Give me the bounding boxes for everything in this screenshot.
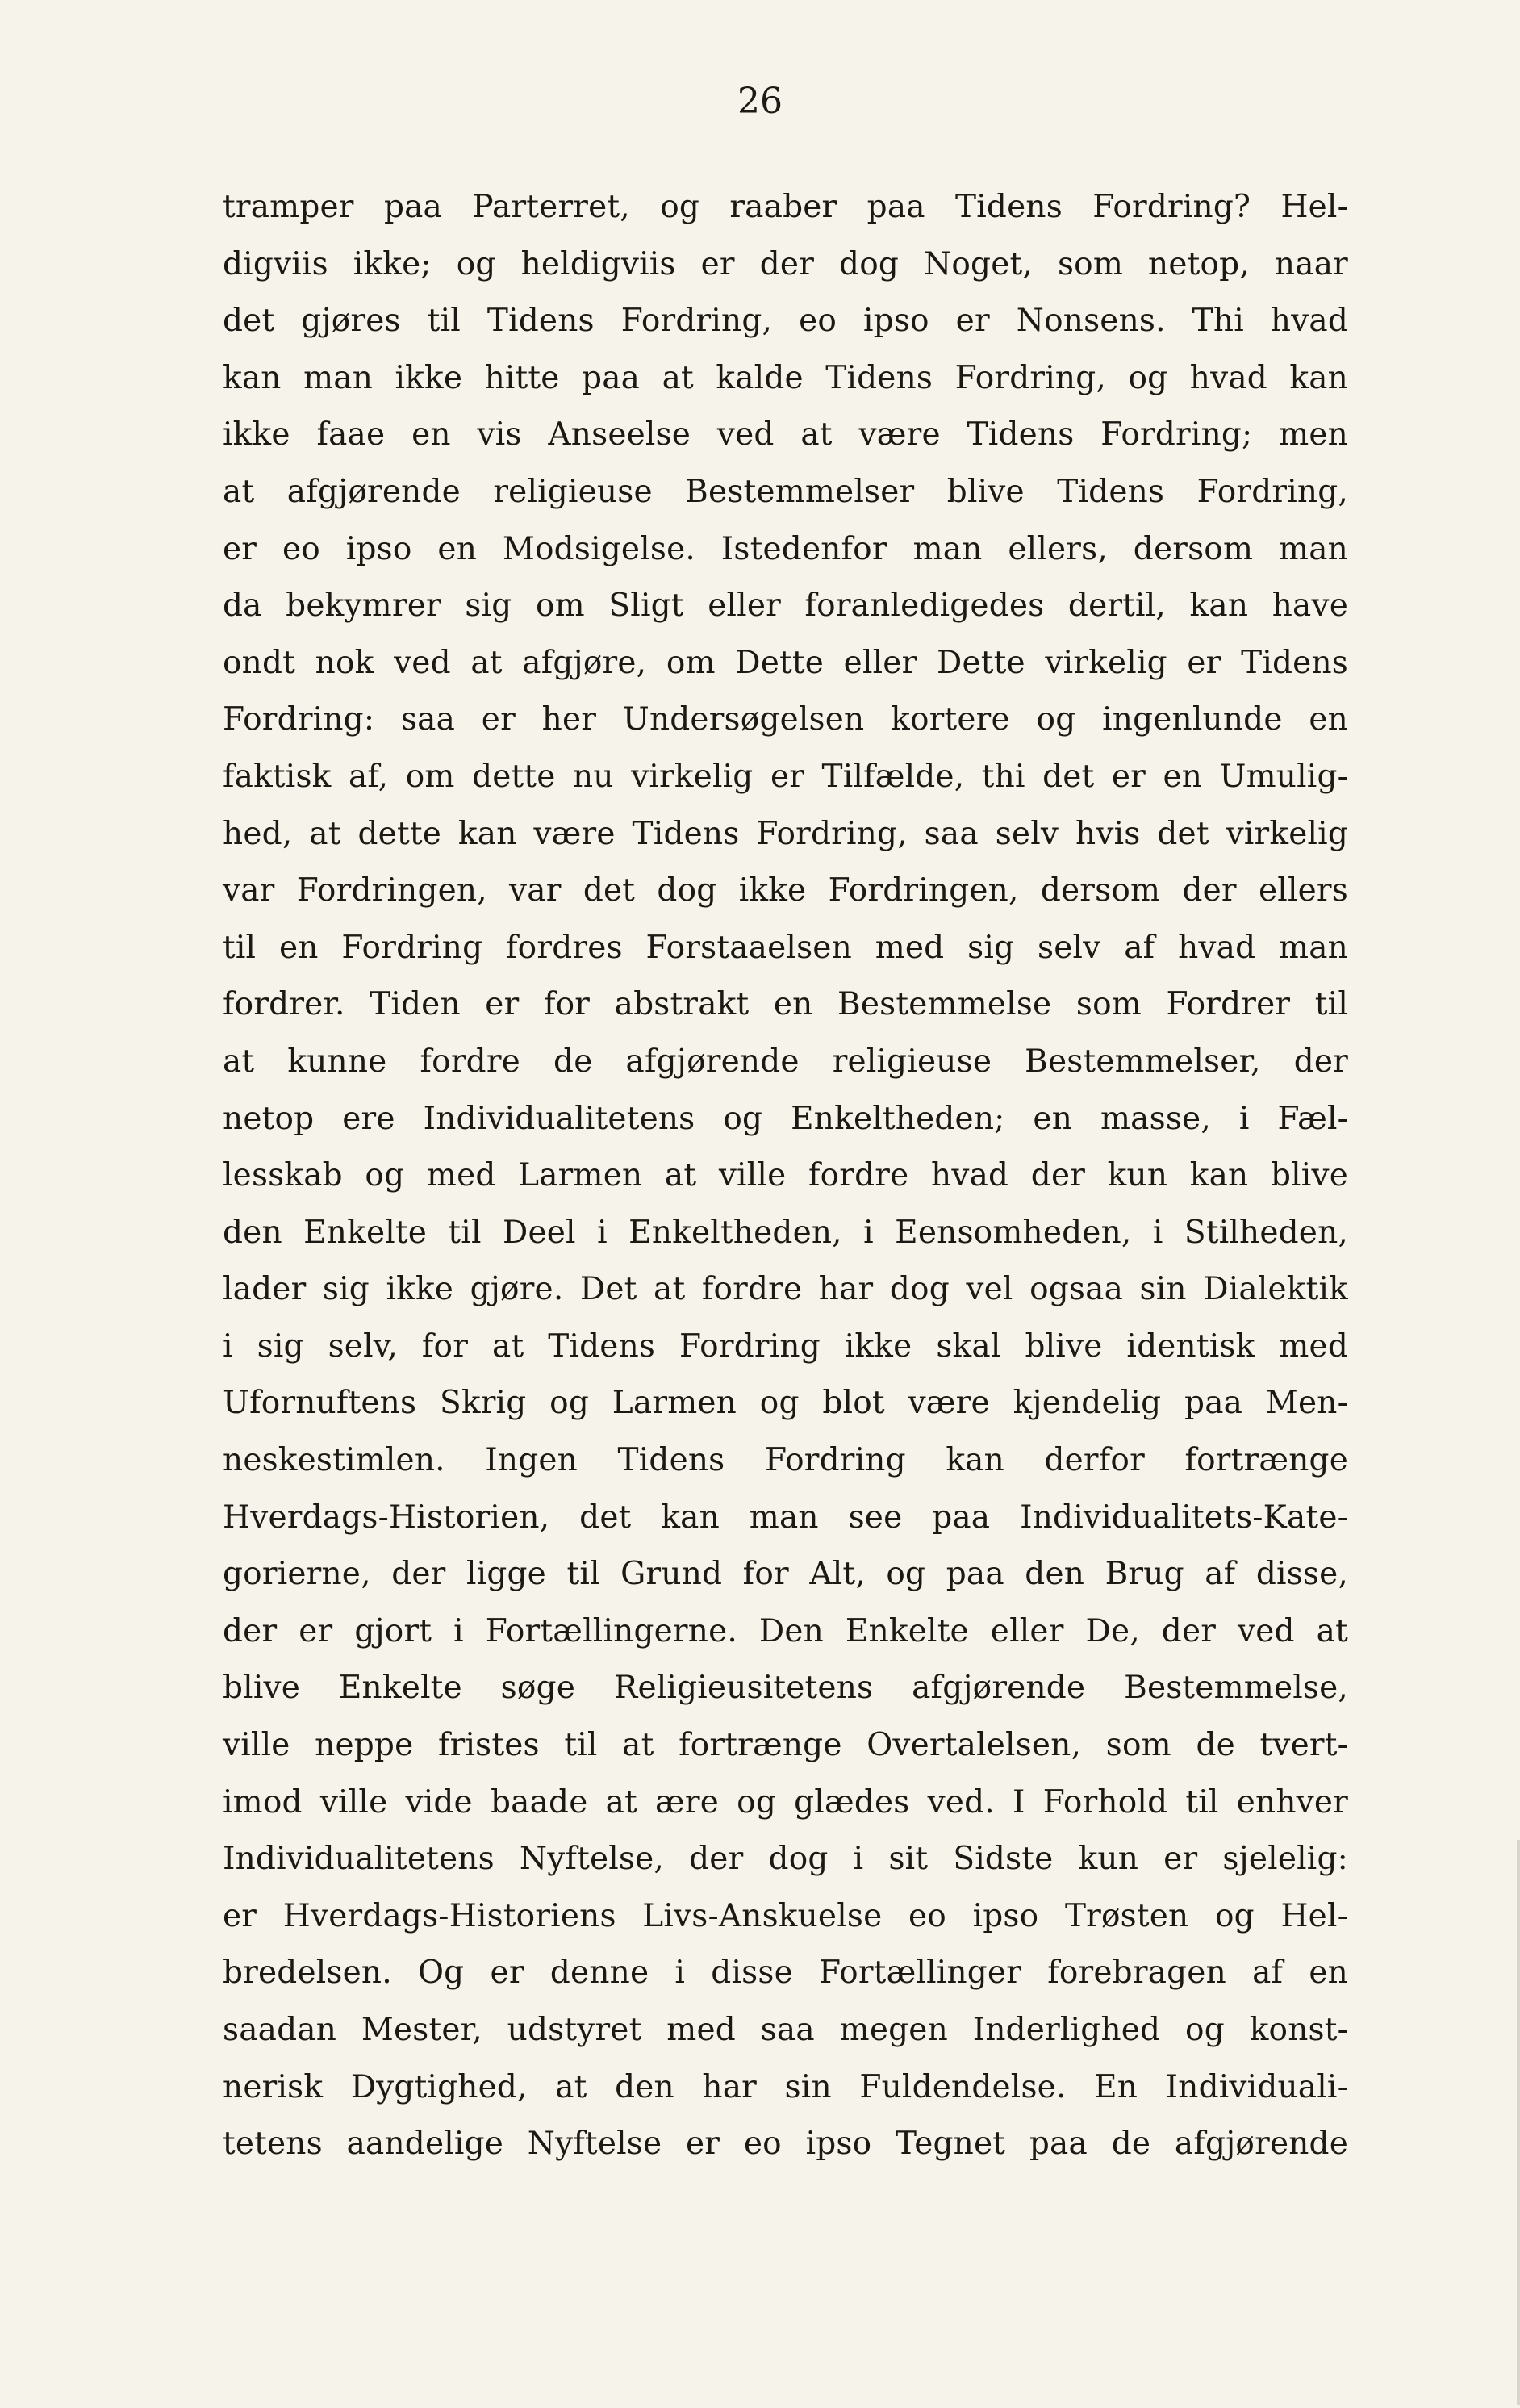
text-line: i sig selv, for at Tidens Fordring ikke skal blive identisk med <box>223 1327 1348 1365</box>
text-line: tetens aandelige Nyftelse er eo ipso Tegnet paa de afgjørende <box>223 2126 1348 2163</box>
text-line: lader sig ikke gjøre. Det at fordre har dog vel ogsaa sin Dialektik <box>223 1271 1348 1308</box>
body-text <box>223 179 1348 2173</box>
text-line: Ufornuftens Skrig og Larmen og blot være kjendelig paa Men- <box>223 1385 1348 1422</box>
text-line: det gjøres til Tidens Fordring, eo ipso er Nonsens. Thi hvad <box>223 303 1348 340</box>
text-line: kan man ikke hitte paa at kalde Tidens Fordring, og hvad kan <box>223 359 1348 396</box>
text-line: at kunne fordre de afgjørende religieuse Bestemmelser, der <box>223 1043 1348 1080</box>
text-line: neskestimlen. Ingen Tidens Fordring kan derfor fortrænge <box>223 1442 1348 1479</box>
text-line: ville neppe fristes til at fortrænge Overtalelsen, som de tvert- <box>223 1727 1348 1764</box>
text-line: blive Enkelte søge Religieusitetens afgjørende Bestemmelse, <box>223 1670 1348 1707</box>
text-line: at afgjørende religieuse Bestemmelser blive Tidens Fordring, <box>223 473 1348 510</box>
text-line: da bekymrer sig om Sligt eller foranledigedes dertil, kan have <box>223 587 1348 625</box>
text-line: Hverdags-Historien, det kan man see paa Individualitets-Kate- <box>223 1499 1348 1536</box>
text-line: faktisk af, om dette nu virkelig er Tilfælde, thi det er en Umulig- <box>223 758 1348 795</box>
page-edge-shadow <box>1517 1840 1520 2405</box>
text-line: ondt nok ved at afgjøre, om Dette eller Dette virkelig er Tidens <box>223 644 1348 681</box>
text-line: saadan Mester, udstyret med saa megen Inderlighed og konst- <box>223 2012 1348 2048</box>
text-line: digviis ikke; og heldigviis er der dog Noget, som netop, naar <box>223 245 1348 282</box>
text-line: netop ere Individualitetens og Enkeltheden; en masse, i Fæl- <box>223 1100 1348 1137</box>
text-line: tramper paa Parterret, og raaber paa Tidens Fordring? Hel- <box>223 189 1348 225</box>
text-line: der er gjort i Fortællingerne. Den Enkelte eller De, der ved at <box>223 1612 1348 1649</box>
text-line: imod ville vide baade at ære og glædes ved. I Forhold til enhver <box>223 1783 1348 1821</box>
text-line: den Enkelte til Deel i Enkeltheden, i Eensomheden, i Stilheden, <box>223 1214 1348 1251</box>
text-line: er eo ipso en Modsigelse. Istedenfor man ellers, dersom man <box>223 530 1348 567</box>
page-number: 26 <box>737 81 783 122</box>
text-line: fordrer. Tiden er for abstrakt en Bestemmelse som Fordrer til <box>223 986 1348 1023</box>
text-line: Fordring: saa er her Undersøgelsen kortere og ingenlunde en <box>223 701 1348 738</box>
text-line: ikke faae en vis Anseelse ved at være Tidens Fordring; men <box>223 416 1348 454</box>
text-line: lesskab og med Larmen at ville fordre hvad der kun kan blive <box>223 1157 1348 1194</box>
text-line: nerisk Dygtighed, at den har sin Fuldendelse. En Individuali- <box>223 2068 1348 2105</box>
text-line: Individualitetens Nyftelse, der dog i sit Sidste kun er sjelelig: <box>223 1841 1348 1878</box>
text-line: var Fordringen, var det dog ikke Fordringen, dersom der ellers <box>223 872 1348 909</box>
text-line: er Hverdags-Historiens Livs-Anskuelse eo ipso Trøsten og Hel- <box>223 1897 1348 1934</box>
text-line: bredelsen. Og er denne i disse Fortællinger forebragen af en <box>223 1954 1348 1992</box>
text-line: til en Fordring fordres Forstaaelsen med sig selv af hvad man <box>223 929 1348 966</box>
text-line: hed, at dette kan være Tidens Fordring, saa selv hvis det virkelig <box>223 815 1348 852</box>
text-line: gorierne, der ligge til Grund for Alt, og paa den Brug af disse, <box>223 1556 1348 1593</box>
